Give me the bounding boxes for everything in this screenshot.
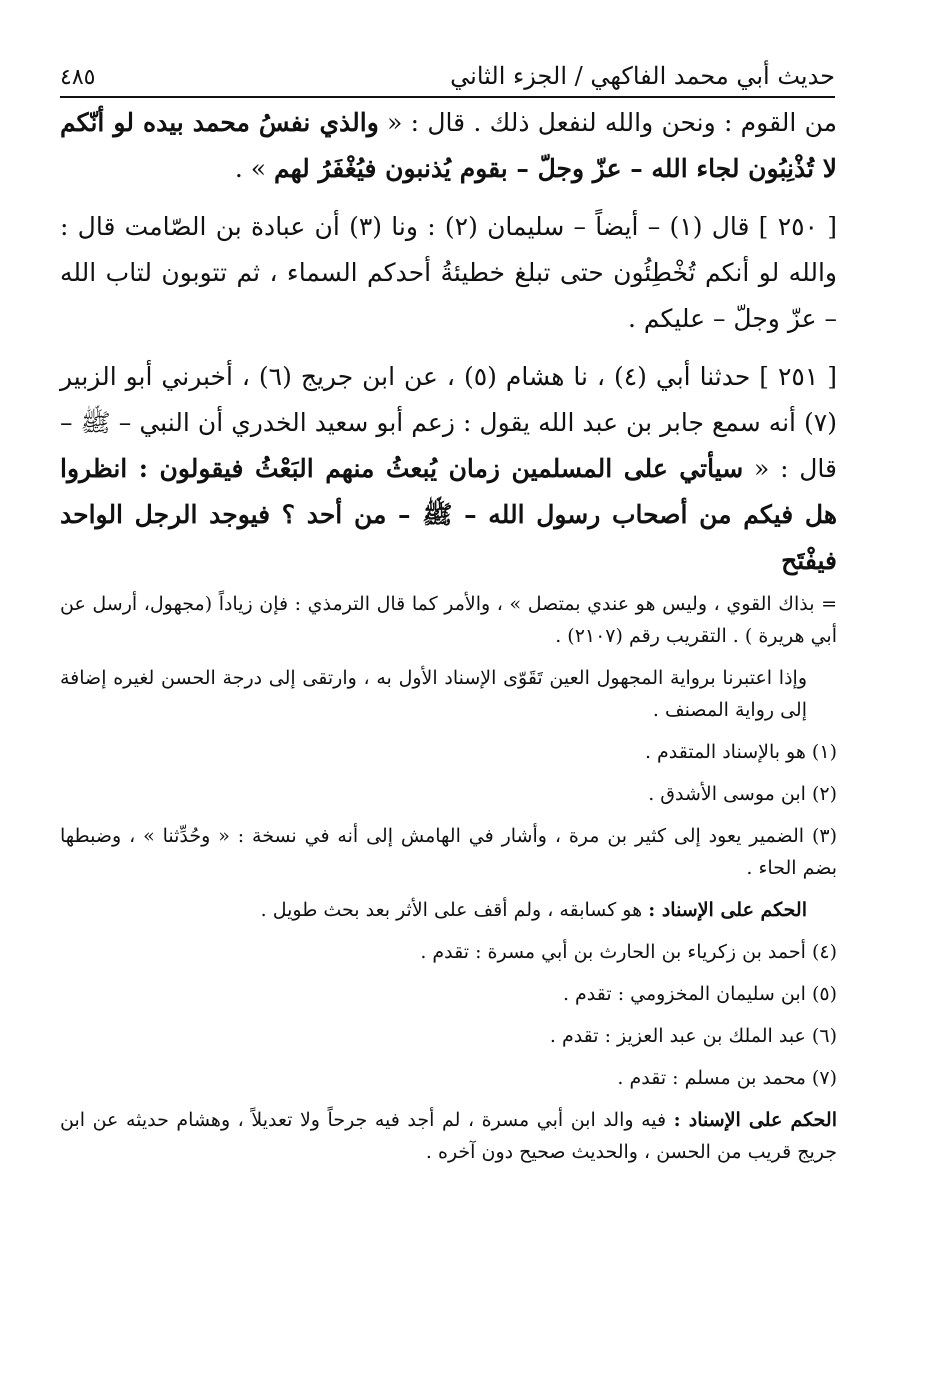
p1-close: » . <box>234 154 274 183</box>
footnote-6: (٦) عبد الملك بن عبد العزيز : تقدم . <box>549 1025 837 1047</box>
footnote-5: (٥) ابن سليمان المخزومي : تقدم . <box>562 983 837 1005</box>
footnotes <box>60 588 837 1178</box>
footnote-4: (٤) أحمد بن زكرياء بن الحارث بن أبي مسرة : تقدم . <box>420 941 837 963</box>
footnote-3: (٣) الضمير يعود إلى كثير بن مرة ، وأشار في الهامش إلى أنه في نسخة : « وحُدِّثنا » ، وضبطها بضم الحاء . <box>60 825 837 879</box>
paragraph-1 <box>60 100 837 192</box>
ruling-text: هو كسابقه ، ولم أقف على الأثر بعد بحث طويل . <box>260 899 649 921</box>
p251-hadith-text: سيأتي على المسلمين زمان يُبعثُ منهم البَعْثُ فيقولون : انظروا هل فيكم من أصحاب رسول الله – ﷺ – من أحد ؟ فيوجد الرجل الواحد فيفْتَح <box>60 454 837 575</box>
p251-isnad: [ ٢٥١ ] حدثنا أبي (٤) ، نا هشام (٥) ، عن ابن جريج (٦) ، أخبرني أبو الزبير (٧) أنه سمع جابر بن عبد الله يقول : زعم أبو سعيد الخدري أن النبي – ﷺ – قال : « <box>60 362 838 483</box>
footnote-1: (١) هو بالإسناد المتقدم . <box>644 741 837 763</box>
main-text <box>60 100 837 596</box>
footnote-7: (٧) محمد بن مسلم : تقدم . <box>617 1067 837 1089</box>
footnote-2: (٢) ابن موسى الأشدق . <box>648 783 837 805</box>
footnote-continued: = بذاك القوي ، وليس هو عندي بمتصل » ، والأمر كما قال الترمذي : فإن زياداً (مجهول، أرسل عن أبي هريرة ) . التقريب رقم (٢١٠٧) . <box>60 593 837 647</box>
p1-hadith-text: والذي نفسُ محمد بيده لو أنّكم لا تُذْنِبُون لجاء الله – عزّ وجلّ – بقوم يُذنبون فيُغْفَرُ لهم <box>60 108 837 183</box>
p1-intro: من القوم : ونحن والله لنفعل ذلك . قال : « <box>378 108 837 137</box>
final-ruling <box>60 1104 837 1168</box>
paragraph-250: [ ٢٥٠ ] قال (١) – أيضاً – سليمان (٢) : ونا (٣) أن عبادة بن الصّامت قال : والله لو أنكم تُخْطِئُون حتى تبلغ خطيئةُ أحدكم السماء ، ثم تتوبون لتاب الله – عزّ وجلّ – عليكم . <box>60 212 838 333</box>
running-header <box>60 40 835 98</box>
paragraph-251 <box>60 354 837 584</box>
final-ruling-text: فيه والد ابن أبي مسرة ، لم أجد فيه جرحاً ولا تعديلاً ، وهشام حديثه عن ابن جريج قريب من الحسن ، والحديث صحيح دون آخره . <box>60 1109 837 1163</box>
ruling-label: الحكم على الإسناد : <box>648 899 807 921</box>
footnote-3-ruling <box>60 894 837 926</box>
final-ruling-label: الحكم على الإسناد : <box>673 1109 837 1131</box>
page-number: ٤٨٥ <box>60 65 96 90</box>
footnote-continued-2: وإذا اعتبرنا برواية المجهول العين تَقَوّى الإسناد الأول به ، وارتقى إلى درجة الحسن لغيره إضافة إلى رواية المصنف . <box>60 667 807 721</box>
header-title: حديث أبي محمد الفاكهي / الجزء الثاني <box>450 62 835 90</box>
